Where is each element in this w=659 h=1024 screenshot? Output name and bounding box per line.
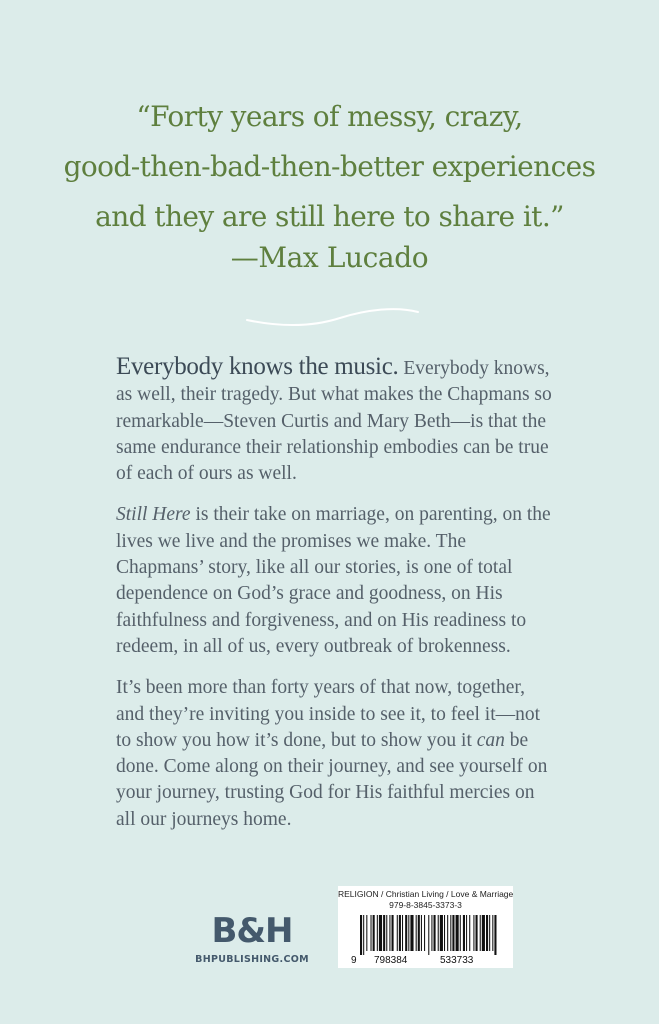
barcode-bar <box>476 915 478 951</box>
publisher-logo <box>192 912 312 970</box>
barcode-bar <box>431 915 432 951</box>
barcode-bar <box>473 915 474 951</box>
barcode-bar <box>434 915 436 951</box>
barcode-bar <box>480 915 481 951</box>
barcode-digit-lead: 9 <box>351 955 357 966</box>
barcode-digit-group-2: 533733 <box>440 955 474 966</box>
barcode-category: RELIGION / Christian Living / Love & Marriage <box>338 889 514 899</box>
barcode-bar <box>389 915 390 951</box>
barcode-bar <box>379 915 382 951</box>
swash-divider <box>245 300 420 330</box>
barcode-bar <box>450 915 451 951</box>
barcode-bar <box>363 915 364 955</box>
barcode-bar <box>373 915 375 951</box>
lead-phrase: Everybody knows the music. <box>116 353 399 380</box>
barcode-bar <box>405 915 407 951</box>
barcode-bar <box>366 915 367 951</box>
barcode-bar <box>410 915 413 951</box>
barcode-bar <box>397 915 398 951</box>
barcode-bar <box>489 915 490 951</box>
barcode-bar <box>463 915 465 951</box>
barcode-bar <box>460 915 461 951</box>
description-paragraph-2 <box>116 502 556 660</box>
barcode-bar <box>466 915 467 951</box>
quote-line-1: “Forty years of messy, crazy, <box>136 100 523 133</box>
barcode-bar <box>424 915 425 951</box>
description-paragraph-1 <box>116 354 556 487</box>
quote-line-2: good-then-bad-then-better experiences <box>63 150 596 183</box>
barcode-bar <box>444 915 445 951</box>
barcode-bar <box>371 915 372 951</box>
barcode-bar <box>438 915 439 951</box>
barcode-isbn: 979-8-3845-3373-3 <box>389 900 462 910</box>
barcode-bar <box>386 915 387 951</box>
barcode-bars <box>338 913 513 955</box>
barcode-digit-group-1: 798384 <box>374 955 408 966</box>
paragraph-1-text: Everybody knows, as well, their tragedy. But what makes the Chapmans so remarkable—Steven Curtis and Mary Beth—is that the same endurance their relationship embodies can be true of each of ours as well. <box>116 358 552 485</box>
barcode-bar <box>392 915 394 951</box>
barcode-bar <box>360 915 362 955</box>
paragraph-3-text-a: It’s been more than forty years of that now, together, and they’re inviting you inside to see it, to feel it—not to show you how it’s done, but to show you it <box>116 677 541 751</box>
barcode-bar <box>494 915 496 955</box>
barcode-bar <box>469 915 470 951</box>
barcode-bar <box>399 915 401 951</box>
barcode-bar <box>418 915 420 951</box>
description-paragraph-3 <box>116 675 556 833</box>
quote-attribution: —Max Lucado <box>230 241 429 274</box>
barcode-bar <box>447 915 448 951</box>
paragraph-2-text: is their take on marriage, on parenting, on the lives we live and the promises we make. The Chapmans’ story, like all our stories, is one of total dependence on God’s grace and goodness, on His faithfulness and forgiveness, and on His readiness to redeem, in all of us, every outbreak of brokenness. <box>116 504 551 657</box>
barcode-bar <box>428 915 429 955</box>
paragraph-3-text-b: be done. Come along on their journey, and see yourself on your journey, trusting God for His faithful mercies on all our journeys home. <box>116 729 548 830</box>
barcode-bar <box>486 915 488 951</box>
quote-line-3: and they are still here to share it.” <box>95 200 564 233</box>
description-body <box>116 354 556 848</box>
emphasis-word: can <box>476 729 505 751</box>
barcode-bar <box>377 915 378 951</box>
barcode-bar <box>440 915 443 951</box>
barcode-bar <box>492 915 493 951</box>
publisher-url: BHPUBLISHING.COM <box>195 954 309 965</box>
barcode-bar <box>383 915 385 951</box>
barcode-bar <box>421 915 422 951</box>
barcode-bar <box>416 915 417 951</box>
pull-quote <box>0 92 659 242</box>
barcode-bar <box>402 915 403 951</box>
barcode-bar <box>482 915 485 951</box>
barcode-bar <box>408 915 409 951</box>
barcode-box <box>338 886 513 968</box>
book-title: Still Here <box>116 504 191 526</box>
bh-logo-mark: B&H <box>211 911 293 951</box>
barcode-bar <box>452 915 454 951</box>
barcode-bar <box>456 915 459 951</box>
